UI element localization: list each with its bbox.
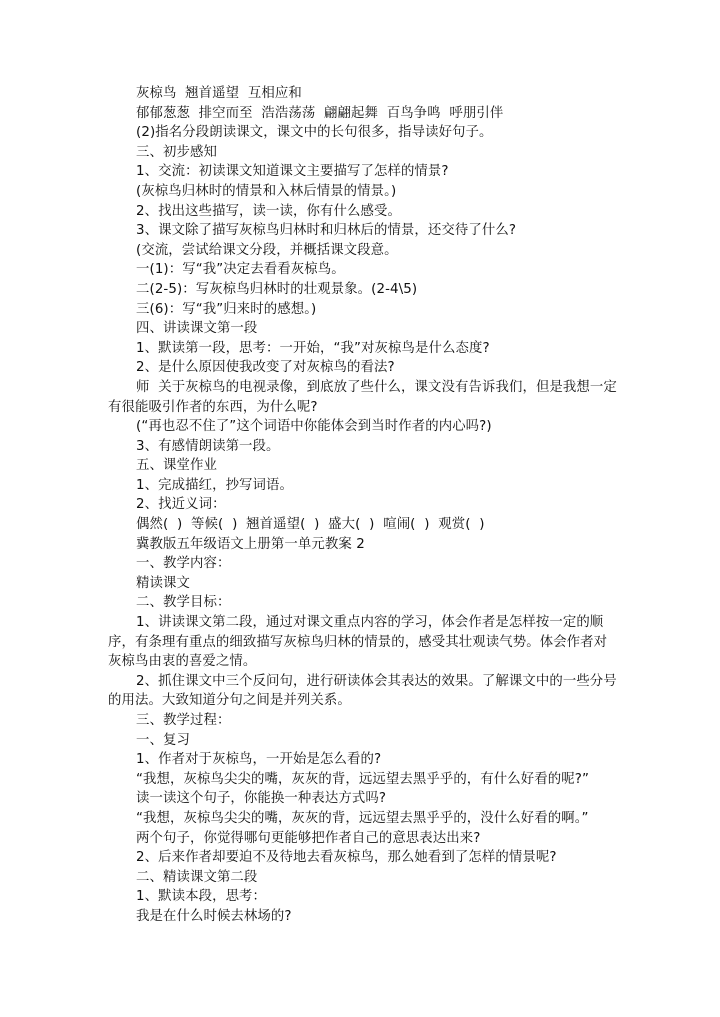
text-line: 1、默读第一段，思考：一开始，“我”对灰椋鸟是什么态度? [136, 340, 490, 356]
text-line: 读一读这个句子，你能换一种表达方式吗? [136, 791, 387, 807]
text-line: 我是在什么时候去林场的? [136, 908, 292, 924]
text-line: (“再也忍不住了”这个词语中你能体会到当时作者的内心吗?) [136, 419, 492, 435]
text-line: 灰椋鸟 翘首遥望 互相应和 [136, 86, 302, 101]
text-line: 3、有感情朗读第一段。 [136, 438, 280, 454]
text-line: “我想，灰椋鸟尖尖的嘴，灰灰的背，远远望去黑乎乎的，有什么好看的呢?” [136, 771, 589, 787]
text-line: 一、教学内容： [136, 556, 231, 572]
text-line: 一、复习 [136, 732, 190, 748]
text-line: 3、课文除了描写灰椋鸟归林时和归林后的情景，还交待了什么? [136, 223, 517, 239]
text-line: 1、讲读课文第二段，通过对课文重点内容的学习，体会作者是怎样按一定的顺序，有条理有重点的细致描写灰椋鸟归林的情景的，感受其壮观读气势。体会作者对灰椋鸟由衷的喜爱之情。 [108, 615, 608, 670]
text-line: 二、教学目标： [136, 595, 231, 611]
text-line: 三、教学过程： [136, 713, 231, 728]
text-line: 三(6)：写“我”归来时的感想。) [136, 301, 317, 317]
lesson-plan-text [108, 84, 618, 927]
text-line: (灰椋鸟归林时的情景和入林后情景的情景。) [136, 183, 397, 199]
text-line: 五、课堂作业 [136, 458, 217, 474]
text-line: 1、默读本段，思考： [136, 889, 267, 905]
text-line: 偶然( ) 等候( ) 翘首遥望( ) 盛大( ) 喧闹( ) 观赏( ) [136, 517, 485, 533]
text-line: 二、精读课文第二段 [136, 869, 258, 885]
text-line: 郁郁葱葱 排空而至 浩浩荡荡 翩翩起舞 百鸟争鸣 呼朋引伴 [136, 105, 504, 121]
text-line: 2、是什么原因使我改变了对灰椋鸟的看法? [136, 360, 395, 376]
text-line: 1、交流：初读课文知道课文主要描写了怎样的情景? [136, 164, 449, 180]
text-line: 师 关于灰椋鸟的电视录像，到底放了些什么，课文没有告诉我们，但是我想一定有很能吸引作者的东西，为什么呢? [108, 379, 617, 415]
text-line: 精读课文 [136, 575, 190, 591]
text-line: 冀教版五年级语文上册第一单元教案 2 [136, 536, 365, 552]
text-line: 1、作者对于灰椋鸟，一开始是怎么看的? [136, 752, 382, 768]
text-line: 两个句子，你觉得哪句更能够把作者自己的意思表达出来? [136, 830, 481, 846]
text-line: 2、找近义词： [136, 497, 226, 513]
text-line: 2、抓住课文中三个反问句，进行研读体会其表达的效果。了解课文中的一些分号的用法。大致知道分句之间是并列关系。 [108, 673, 617, 709]
text-line: 2、后来作者却要迫不及待地去看灰椋鸟，那么她看到了怎样的情景呢? [136, 850, 557, 866]
text-line: 二(2-5)：写灰椋鸟归林时的壮观景象。(2-4\5) [136, 281, 418, 297]
text-line: 2、找出这些描写，读一读，你有什么感受。 [136, 203, 401, 219]
text-line: (2)指名分段朗读课文，课文中的长句很多，指导读好句子。 [136, 125, 493, 141]
text-line: “我想，灰椋鸟尖尖的嘴，灰灰的背，远远望去黑乎乎的，没什么好看的啊。” [136, 810, 589, 826]
text-line: 1、完成描红，抄写词语。 [136, 477, 294, 493]
text-line: 三、初步感知 [136, 144, 217, 160]
text-line: 一(1)：写“我”决定去看看灰椋鸟。 [136, 262, 345, 278]
text-line: 四、讲读课文第一段 [136, 321, 258, 337]
text-line: (交流，尝试给课文分段，并概括课文段意。 [136, 242, 398, 258]
